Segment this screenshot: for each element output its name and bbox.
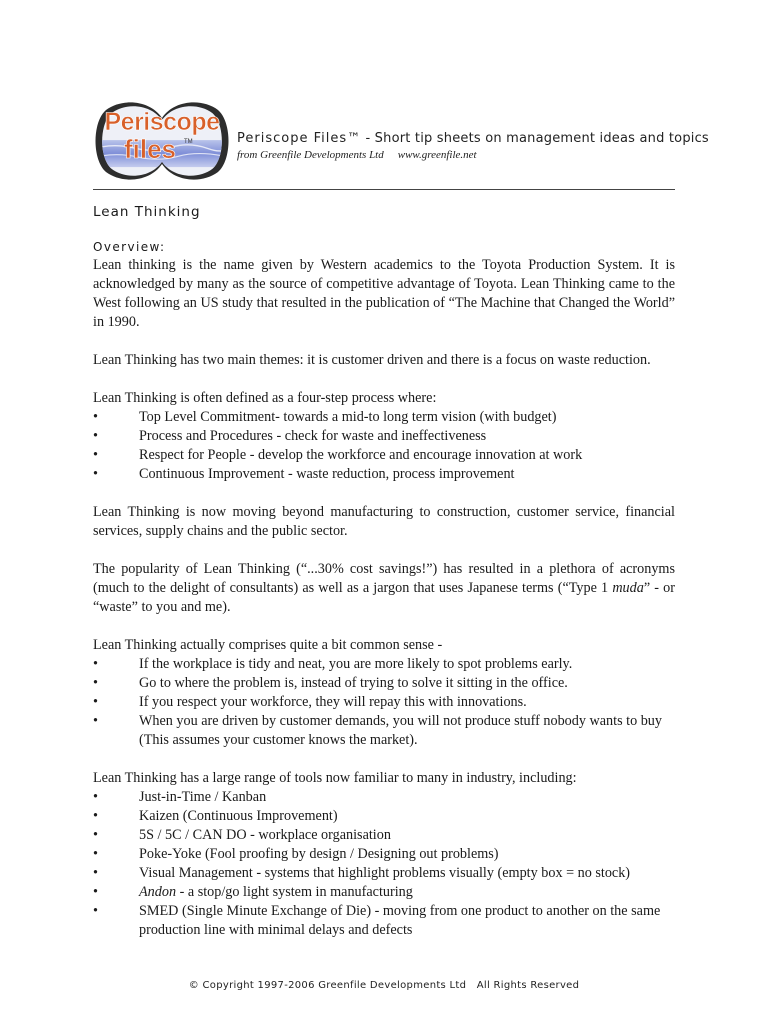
list-item-andon — [93, 883, 675, 902]
paragraph-themes: Lean Thinking has two main themes: it is customer driven and there is a focus on waste reduction. — [93, 352, 651, 368]
website-link[interactable]: www.greenfile.net — [397, 149, 477, 161]
list-item: • Respect for People - develop the workforce and encourage innovation at work — [93, 446, 675, 465]
list-item: • SMED (Single Minute Exchange of Die) - moving from one product to another on the same production line with minimal delays and defects — [93, 902, 675, 940]
rights-text: All Rights Reserved — [476, 980, 580, 991]
muda-term: muda — [612, 580, 644, 596]
brand-name: Periscope Files™ — [237, 131, 362, 146]
logo-trademark: TM — [184, 139, 193, 145]
popularity-text-end: ” - or “waste” to you and me). — [93, 580, 675, 615]
common-sense-list — [93, 655, 675, 750]
list-item: • When you are driven by customer demands, you will not produce stuff nobody wants to buy (This assumes your customer knows the market). — [93, 712, 675, 750]
four-step-list — [93, 408, 675, 484]
list-item: • Kaizen (Continuous Improvement) — [93, 807, 675, 826]
list-item: • Just-in-Time / Kanban — [93, 788, 675, 807]
list-item: • Continuous Improvement - waste reduction, process improvement — [93, 465, 675, 484]
list-item: • Go to where the problem is, instead of trying to solve it sitting in the office. — [93, 674, 675, 693]
logo-word-periscope: Periscope — [104, 108, 220, 136]
list-item: • 5S / 5C / CAN DO - workplace organisation — [93, 826, 675, 845]
header-tagline — [237, 131, 709, 146]
list-item: • Process and Procedures - check for waste and ineffectiveness — [93, 427, 675, 446]
copyright-text: © Copyright 1997-2006 Greenfile Developments Ltd — [188, 980, 467, 991]
company-name: from Greenfile Developments Ltd — [237, 149, 384, 161]
paragraph-common-sense: Lean Thinking actually comprises quite a bit common sense - — [93, 637, 443, 653]
popularity-text: The popularity of Lean Thinking (“...30% cost savings!”) has resulted in a plethora of acronyms (much to the delight of consultants) as well as a jargon that uses Japanese terms (“Type 1 — [93, 561, 675, 596]
periscope-files-logo — [92, 96, 232, 186]
document-body — [93, 256, 675, 959]
paragraph-tools: Lean Thinking has a large range of tools now familiar to many in industry, including: — [93, 770, 577, 786]
logo-word-files: files — [123, 134, 177, 164]
list-item: • Top Level Commitment- towards a mid-to long term vision (with budget) — [93, 408, 675, 427]
andon-term: Andon — [139, 884, 177, 900]
header-from-line — [237, 149, 677, 161]
header — [237, 131, 709, 161]
list-item: • If you respect your workforce, they will repay this with innovations. — [93, 693, 675, 712]
overview-heading: Overview: — [93, 240, 166, 254]
header-divider — [93, 189, 675, 190]
paragraph-four-step: Lean Thinking is often defined as a four-step process where: — [93, 390, 437, 406]
list-item: • Poke-Yoke (Fool proofing by design / Designing out problems) — [93, 845, 675, 864]
andon-description: - a stop/go light system in manufacturing — [176, 884, 413, 900]
list-item: • Visual Management - systems that highlight problems visually (empty box = no stock) — [93, 864, 675, 883]
paragraph-popularity — [93, 560, 675, 617]
paragraph-intro: Lean thinking is the name given by Western academics to the Toyota Production System. It is acknowledged by many as the source of competitive advantage of Toyota. Lean Thinking came to the West following an US study that resulted in the publication of “The Machine that Changed the World” in 1990. — [93, 257, 675, 330]
tools-list — [93, 788, 675, 940]
paragraph-beyond-manufacturing: Lean Thinking is now moving beyond manufacturing to construction, customer service, financial services, supply chains and the public sector. — [93, 504, 675, 539]
list-item: • If the workplace is tidy and neat, you are more likely to spot problems early. — [93, 655, 675, 674]
tagline-text: - Short tip sheets on management ideas and topics — [361, 131, 709, 146]
copyright-footer — [0, 980, 768, 991]
document-title: Lean Thinking — [93, 204, 201, 220]
